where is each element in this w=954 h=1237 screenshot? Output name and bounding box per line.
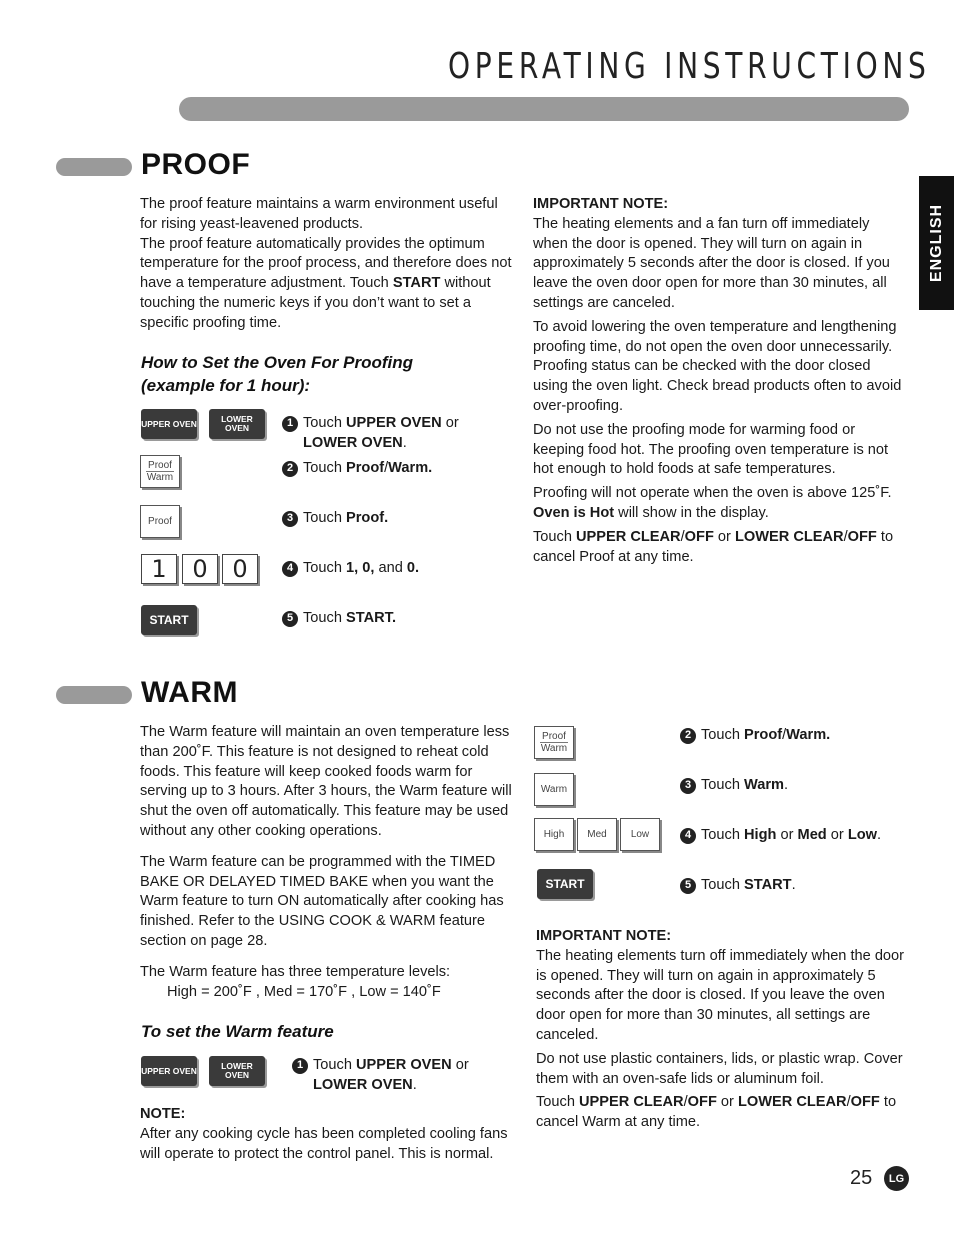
warm-step-3: 3 Touch Warm.	[680, 776, 788, 796]
warm-step-2: 2 Touch Proof/Warm.	[680, 726, 830, 746]
proof-step-5: 5 Touch START.	[282, 609, 396, 629]
proof-warm-button[interactable]: Proof Warm	[140, 455, 180, 488]
lower-oven-button[interactable]: LOWER OVEN	[209, 409, 265, 439]
upper-oven-button[interactable]: UPPER OVEN	[141, 409, 197, 439]
proof-important-note: IMPORTANT NOTE: The heating elements and a fan turn off immediately when the door is opened. They will turn on again in approximately 5 seconds after the door is closed. If you leave the oven door open for more than 30 minutes, all settings are canceled. To avoid lowering the oven temperature and lengthening proofing time, do not open the oven door unnecessarily. Proofing status can be checked with the door closed using the oven light. Check bread products often to avoid over-proofing. Do not use the proofing mode for warming food or keeping food hot. The proofing oven temperature is not hot enough to hold foods at safe temperatures. Proofing will not operate when the oven is above 125˚F. Oven is Hot will show in the display. Touch UPPER CLEAR/OFF or LOWER CLEAR/OFF to cancel Proof at any time.	[533, 195, 905, 567]
section-marker	[56, 158, 132, 176]
warm-heading: WARM	[141, 676, 238, 709]
numeric-key-1[interactable]: 1	[141, 554, 177, 584]
proof-heading: PROOF	[141, 148, 251, 181]
proof-intro	[140, 195, 515, 334]
proof-step-4: 4 Touch 1, 0, and 0.	[282, 559, 419, 579]
warm-important-note: IMPORTANT NOTE: The heating elements turn off immediately when the door is opened. They will turn on again in approximately 5 seconds after the door is closed. If you leave the oven door open for more than 30 minutes, all settings are canceled. Do not use plastic containers, lids, or plastic wrap. Cover them with an oven-safe lids or aluminum foil. Touch UPPER CLEAR/OFF or LOWER CLEAR/OFF to cancel Warm at any time.	[536, 928, 905, 1131]
warm-step-5: 5 Touch START.	[680, 876, 796, 896]
start-button[interactable]: START	[141, 605, 197, 635]
proof-intro-2: The proof feature automatically provides the optimum temperature for the proof process, and therefore does not have a temperature adjustment. Touch START without touching the numeric keys if you don’t want to set a specific proofing time.	[140, 235, 512, 331]
proof-button[interactable]: Proof	[140, 505, 180, 538]
language-tab	[919, 176, 954, 310]
lg-logo-icon: LG	[884, 1166, 909, 1191]
numeric-key-0[interactable]: 0	[222, 554, 258, 584]
start-button[interactable]: START	[537, 869, 593, 899]
upper-oven-button[interactable]: UPPER OVEN	[141, 1056, 197, 1086]
proof-warm-button[interactable]: Proof Warm	[534, 726, 574, 759]
warm-note: NOTE: After any cooking cycle has been completed cooling fans will operate to protect the control panel. This is normal.	[140, 1106, 508, 1162]
numeric-key-0[interactable]: 0	[182, 554, 218, 584]
proof-intro-1: The proof feature maintains a warm environment useful for rising yeast-leavened products.	[140, 196, 498, 232]
proof-step-1: 1 Touch UPPER OVEN or LOWER OVEN.	[282, 414, 502, 453]
warm-intro: The Warm feature will maintain an oven temperature less than 200˚F. This feature is not designed to reheat cold foods. This feature will keep cooked foods warm for serving up to 3 hours. After 3 hours, the Warm feature will shut the oven off automatically. This feature may be used without any other cooking operations. The Warm feature can be programmed with the TIMED BAKE OR DELAYED TIMED BAKE when you want the Warm feature to turn ON automatically after cooking has finished. Refer to the USING COOK & WARM feature section on page 28. The Warm feature has three temperature levels: High = 200˚F , Med = 170˚F , Low = 140˚F	[140, 723, 515, 1002]
warm-button[interactable]: Warm	[534, 773, 574, 806]
proof-step-2: 2 Touch Proof/Warm.	[282, 459, 432, 479]
page-number: 25	[850, 1167, 873, 1189]
proof-step-3: 3 Touch Proof.	[282, 509, 388, 529]
header-bar	[179, 97, 909, 121]
note-heading: IMPORTANT NOTE:	[533, 196, 669, 212]
low-button[interactable]: Low	[620, 818, 660, 851]
warm-step-4: 4 Touch High or Med or Low.	[680, 826, 881, 846]
proof-howto-heading: How to Set the Oven For Proofing (example for 1 hour):	[141, 353, 413, 395]
section-marker	[56, 686, 132, 704]
warm-levels: High = 200˚F , Med = 170˚F , Low = 140˚F	[167, 983, 441, 1000]
page-header-title: OPERATING INSTRUCTIONS	[448, 46, 931, 87]
warm-howto-heading: To set the Warm feature	[141, 1022, 334, 1041]
high-button[interactable]: High	[534, 818, 574, 851]
warm-step-1: 1 Touch UPPER OVEN or LOWER OVEN.	[292, 1056, 502, 1095]
lower-oven-button[interactable]: LOWER OVEN	[209, 1056, 265, 1086]
med-button[interactable]: Med	[577, 818, 617, 851]
language-label: ENGLISH	[927, 203, 945, 283]
